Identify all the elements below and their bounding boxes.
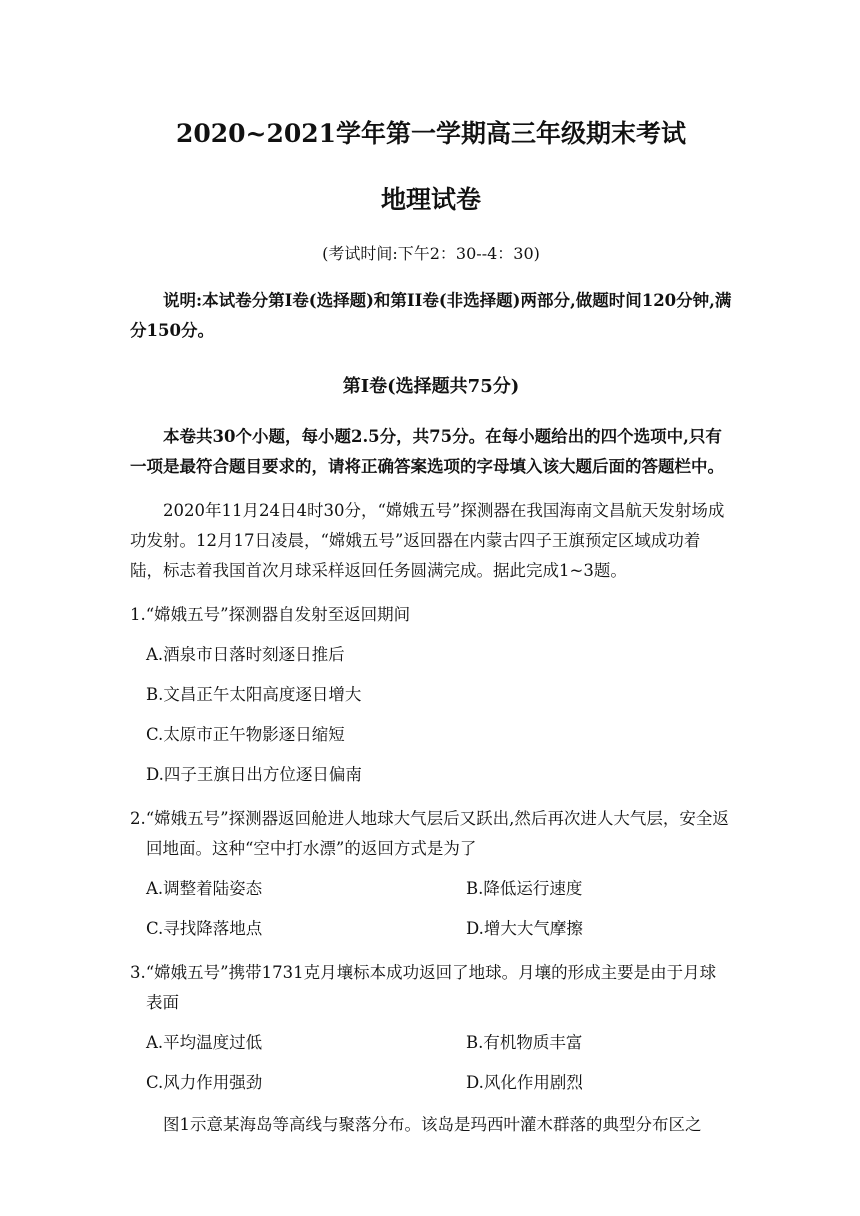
q3-option-c: C.风力作用强劲 [146, 1073, 263, 1092]
q2-options-row-2 [130, 914, 732, 944]
q2-option-d: D.增大大气摩擦 [466, 919, 583, 938]
q2-option-b: B.降低运行速度 [466, 879, 583, 898]
q3-options-row-2 [130, 1068, 732, 1098]
exam-title: 2020~2021学年第一学期高三年级期末考试 [175, 119, 687, 148]
q2-option-a: A.调整着陆姿态 [146, 879, 263, 898]
exam-subject-title: 地理试卷 [380, 185, 481, 214]
section-instructions: 本卷共30个小题，每小题2.5分，共75分。在每小题给出的四个选项中,只有一项是最符合题目要求的，请将正确答案选项的字母填入该大题后面的答题栏中。 [130, 427, 724, 476]
q2-options-row-1 [130, 874, 732, 904]
question-2-stem: 2.“嫦娥五号”探测器返回舱进人地球大气层后又跃出,然后再次进人大气层，安全返回地面。这种“空中打水漂”的返回方式是为了 [130, 809, 729, 858]
q1-option-b: B.文昌正午太阳高度逐日增大 [146, 685, 362, 704]
q1-option-c: C.太原市正午物影逐日缩短 [146, 725, 345, 744]
q3-option-a: A.平均温度过低 [146, 1033, 263, 1052]
q2-option-c: C.寻找降落地点 [146, 919, 263, 938]
passage-chang-e: 2020年11月24日4时30分，“嫦娥五号”探测器在我国海南文昌航天发射场成功发射。12月17日凌晨，“嫦娥五号”返回器在内蒙古四子王旗预定区域成功着陆，标志着我国首次月球采样返回任务圆满完成。据此完成1~3题。 [130, 501, 725, 580]
exam-note: 说明:本试卷分第I卷(选择题)和第II卷(非选择题)两部分,做题时间120分钟,满分150分。 [130, 291, 732, 340]
question-1-stem: 1.“嫦娥五号”探测器自发射至返回期间 [130, 605, 411, 624]
question-3-stem: 3.“嫦娥五号”携带1731克月壤标本成功返回了地球。月壤的形成主要是由于月球表面 [130, 963, 717, 1012]
q3-option-b: B.有机物质丰富 [466, 1033, 583, 1052]
q1-option-a: A.酒泉市日落时刻逐日推后 [146, 645, 345, 664]
q1-option-d: D.四子王旗日出方位逐日偏南 [146, 765, 362, 784]
passage-island: 图1示意某海岛等高线与聚落分布。该岛是玛西叶灌木群落的典型分布区之 [163, 1115, 702, 1134]
q3-option-d: D.风化作用剧烈 [466, 1073, 583, 1092]
q3-options-row-1 [130, 1028, 732, 1058]
exam-time: (考试时间:下午2：30--4：30) [322, 244, 540, 263]
section-heading: 第I卷(选择题共75分) [342, 376, 520, 397]
